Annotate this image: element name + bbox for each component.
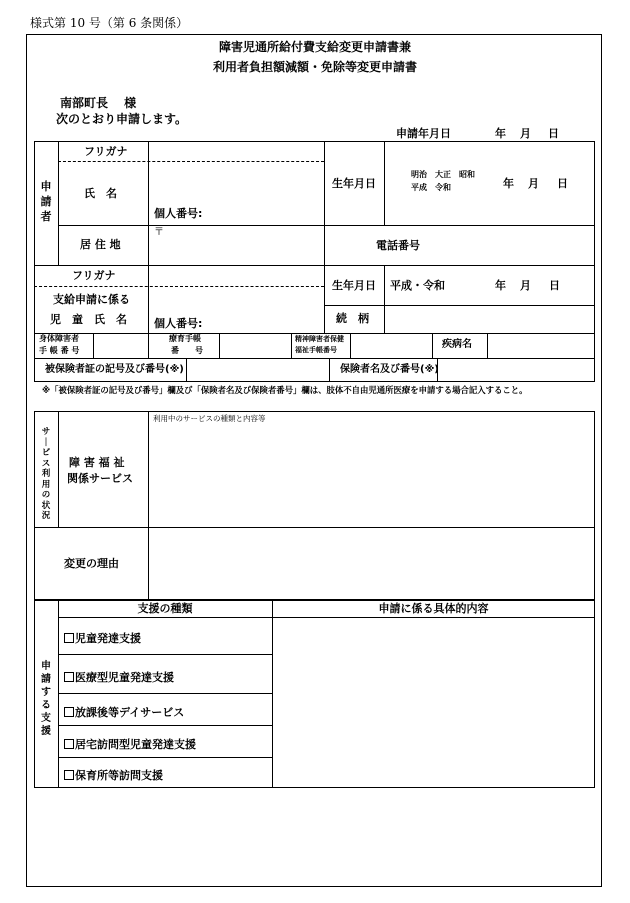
child-birth-day: 日: [549, 279, 560, 292]
rehab-handbook-label-1: 療育手帳: [169, 334, 201, 343]
checkbox[interactable]: [64, 739, 74, 749]
welfare-service-label-1: 障 害 福 祉: [69, 456, 125, 469]
applicant-birth-day: 日: [557, 177, 568, 190]
child-eras: 平成・令和: [390, 279, 445, 292]
service-content-field[interactable]: [150, 428, 592, 525]
child-birth-year: 年: [495, 279, 506, 292]
addressee: 南部町長 様: [60, 96, 137, 110]
postal-mark: 〒: [154, 227, 164, 238]
change-reason-field[interactable]: [150, 530, 592, 598]
service-usage-section-label: サ ｜ ビ ス 利 用 の 状 況: [41, 427, 51, 521]
support-option-after-school-day-service[interactable]: 放課後等デイサービス: [64, 704, 184, 720]
form-title-line2: 利用者負担額減額・免除等変更申請書: [212, 60, 417, 74]
relationship-label: 続 柄: [336, 312, 369, 325]
physical-handbook-label-2: 手 帳 番 号: [39, 346, 80, 355]
child-my-number-label: 個人番号:: [154, 317, 203, 330]
applicant-eras-line2: 平成 令和: [411, 183, 451, 192]
change-reason-label: 変更の理由: [64, 557, 119, 570]
application-date-day: 日: [548, 127, 559, 140]
child-label-line2: 児 童 氏 名: [50, 313, 127, 326]
support-option-child-development[interactable]: 児童発達支援: [64, 630, 141, 646]
application-date-year: 年: [495, 127, 506, 140]
child-birth-month: 月: [520, 279, 531, 292]
applicant-furigana-label: フリガナ: [84, 145, 128, 158]
physical-handbook-label-1: 身体障害者: [39, 334, 79, 343]
child-birthdate-label: 生年月日: [332, 279, 376, 292]
note-text: ※「被保険者証の記号及び番号」欄及び「保険者名及び保険者番号」欄は、肢体不自由児通所医療を申請する場合記入すること。: [42, 385, 528, 395]
applicant-name-field[interactable]: [150, 163, 322, 203]
application-date-label: 申請年月日: [396, 127, 451, 140]
child-furigana-label: フリガナ: [72, 269, 116, 282]
support-detail-header: 申請に係る具体的内容: [378, 602, 489, 615]
rehab-handbook-label-2: 番 号: [171, 346, 203, 355]
applicant-name-label: 氏 名: [84, 187, 117, 200]
applicant-eras-line1: 明治 大正 昭和: [411, 170, 475, 179]
insurer-label: 保険者名及び番号(※): [340, 364, 439, 375]
form-title-line1: 障害児通所給付費支給変更申請書兼: [218, 40, 411, 54]
checkbox[interactable]: [64, 707, 74, 717]
checkbox[interactable]: [64, 672, 74, 682]
checkbox[interactable]: [64, 633, 74, 643]
applicant-phone-label: 電話番号: [376, 239, 420, 252]
checkbox[interactable]: [64, 770, 74, 780]
applicant-birth-month: 月: [528, 177, 539, 190]
applicant-address-label: 居 住 地: [80, 238, 121, 251]
mental-handbook-label-1: 精神障害者保健: [295, 335, 344, 343]
support-option-medical-child-development[interactable]: 医療型児童発達支援: [64, 669, 174, 685]
application-date-month: 月: [520, 127, 531, 140]
applicant-my-number-label: 個人番号:: [154, 207, 203, 220]
applicant-birth-year: 年: [503, 177, 514, 190]
mental-handbook-label-2: 福祉手帳番号: [295, 346, 337, 354]
support-option-home-visit-child-development[interactable]: 居宅訪問型児童発達支援: [64, 736, 196, 752]
service-content-caption: 利用中のサービスの種類と内容等: [153, 414, 266, 423]
insured-card-label: 被保険者証の記号及び番号(※): [45, 364, 184, 375]
applicant-section-label: 申 請 者: [40, 180, 52, 223]
support-section-label: 申 請 す る 支 援: [41, 661, 51, 737]
support-type-header: 支援の種類: [137, 602, 193, 615]
applicant-birthdate-label: 生年月日: [332, 177, 376, 190]
form-number: 様式第 10 号（第 6 条関係）: [30, 16, 189, 30]
disease-label: 疾病名: [442, 339, 472, 350]
support-detail-field[interactable]: [274, 620, 592, 785]
intro-text: 次のとおり申請します。: [56, 112, 188, 126]
welfare-service-label-2: 関係サービス: [67, 472, 133, 485]
support-option-nursery-visit-support[interactable]: 保育所等訪問支援: [64, 767, 163, 783]
child-label-line1: 支給申請に係る: [53, 293, 130, 306]
